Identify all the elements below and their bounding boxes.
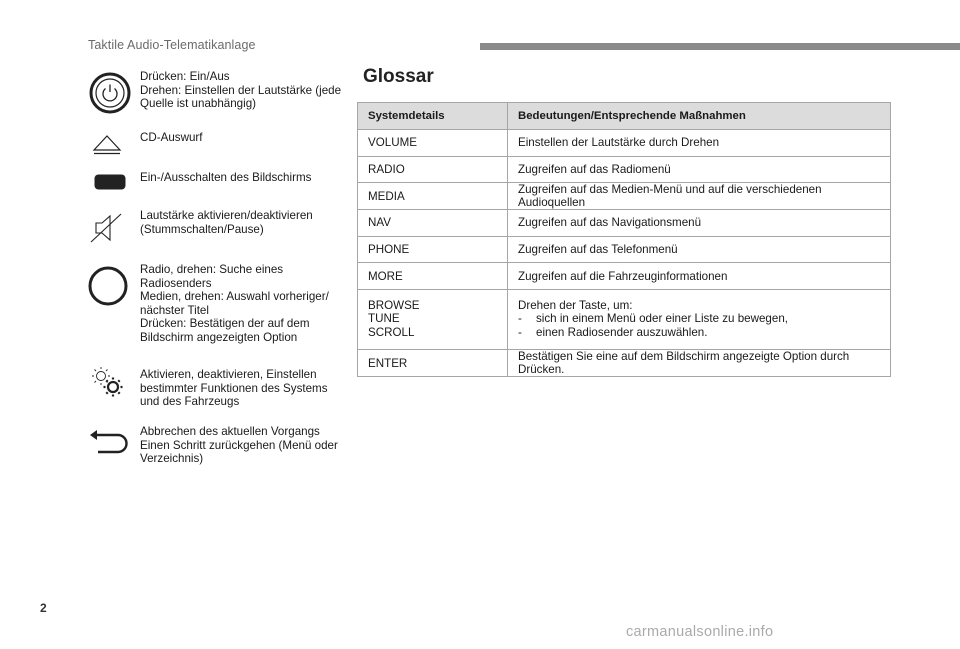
term-cell: BROWSE TUNE SCROLL <box>358 289 508 350</box>
table-row <box>358 289 891 350</box>
control-screen-desc: Ein-/Ausschalten des Bildschirms <box>140 171 312 184</box>
power-button-icon <box>89 72 131 114</box>
header-bar <box>480 43 960 50</box>
meaning-cell: Drehen der Taste, um: - sich in einem Menü oder einer Liste zu bewegen, - einen Radiosender auszuwählen. <box>508 289 891 350</box>
meaning-cell: Zugreifen auf die Fahrzeuginformationen <box>508 263 891 290</box>
glossary-title: Glossar <box>363 66 434 87</box>
table-row <box>358 130 891 157</box>
term-cell: VOLUME <box>358 130 508 157</box>
rotary-knob-icon <box>88 266 128 306</box>
table-row <box>358 183 891 210</box>
term-cell: RADIO <box>358 156 508 183</box>
meaning-cell: Zugreifen auf das Telefonmenü <box>508 236 891 263</box>
column-header-system-details: Systemdetails <box>358 103 508 130</box>
control-mute-desc: Lautstärke aktivieren/deaktivieren (Stummschalten/Pause) <box>140 209 313 236</box>
table-row <box>358 210 891 237</box>
back-arrow-icon <box>88 428 128 454</box>
meaning-cell: Bestätigen Sie eine auf dem Bildschirm angezeigte Option durch Drücken. <box>508 350 891 377</box>
meaning-cell: Zugreifen auf das Navigationsmenü <box>508 210 891 237</box>
term-cell: NAV <box>358 210 508 237</box>
table-row <box>358 263 891 290</box>
control-settings-desc: Aktivieren, deaktivieren, Einstellen bestimmter Funktionen des Systems und des Fahrzeugs <box>140 368 328 408</box>
table-header-row <box>358 103 891 130</box>
control-eject-desc: CD-Auswurf <box>140 131 203 144</box>
table-row <box>358 350 891 377</box>
term-cell: PHONE <box>358 236 508 263</box>
screen-toggle-icon <box>94 174 126 190</box>
control-power-desc: Drücken: Ein/Aus Drehen: Einstellen der Lautstärke (jede Quelle ist unabhängig) <box>140 70 342 110</box>
table-row <box>358 156 891 183</box>
settings-gears-icon <box>91 366 125 398</box>
term-cell: ENTER <box>358 350 508 377</box>
meaning-cell: Einstellen der Lautstärke durch Drehen <box>508 130 891 157</box>
mute-icon <box>88 211 124 245</box>
term-cell: MORE <box>358 263 508 290</box>
meaning-cell: Zugreifen auf das Medien-Menü und auf die verschiedenen Audioquellen <box>508 183 891 210</box>
header-title: Taktile Audio-Telematikanlage <box>88 38 256 52</box>
meaning-cell: Zugreifen auf das Radiomenü <box>508 156 891 183</box>
eject-icon <box>92 135 122 155</box>
watermark: carmanualsonline.info <box>626 624 774 640</box>
glossary-table <box>357 102 891 377</box>
page-number: 2 <box>40 601 47 615</box>
term-cell: MEDIA <box>358 183 508 210</box>
control-knob-desc: Radio, drehen: Suche eines Radiosenders Medien, drehen: Auswahl vorheriger/ nächster Titel Drücken: Bestätigen der auf dem Bildschirm angezeigten Option <box>140 263 329 344</box>
table-row <box>358 236 891 263</box>
column-header-meanings: Bedeutungen/Entsprechende Maßnahmen <box>508 103 891 130</box>
control-back-desc: Abbrechen des aktuellen Vorgangs Einen Schritt zurückgehen (Menü oder Verzeichnis) <box>140 425 338 465</box>
